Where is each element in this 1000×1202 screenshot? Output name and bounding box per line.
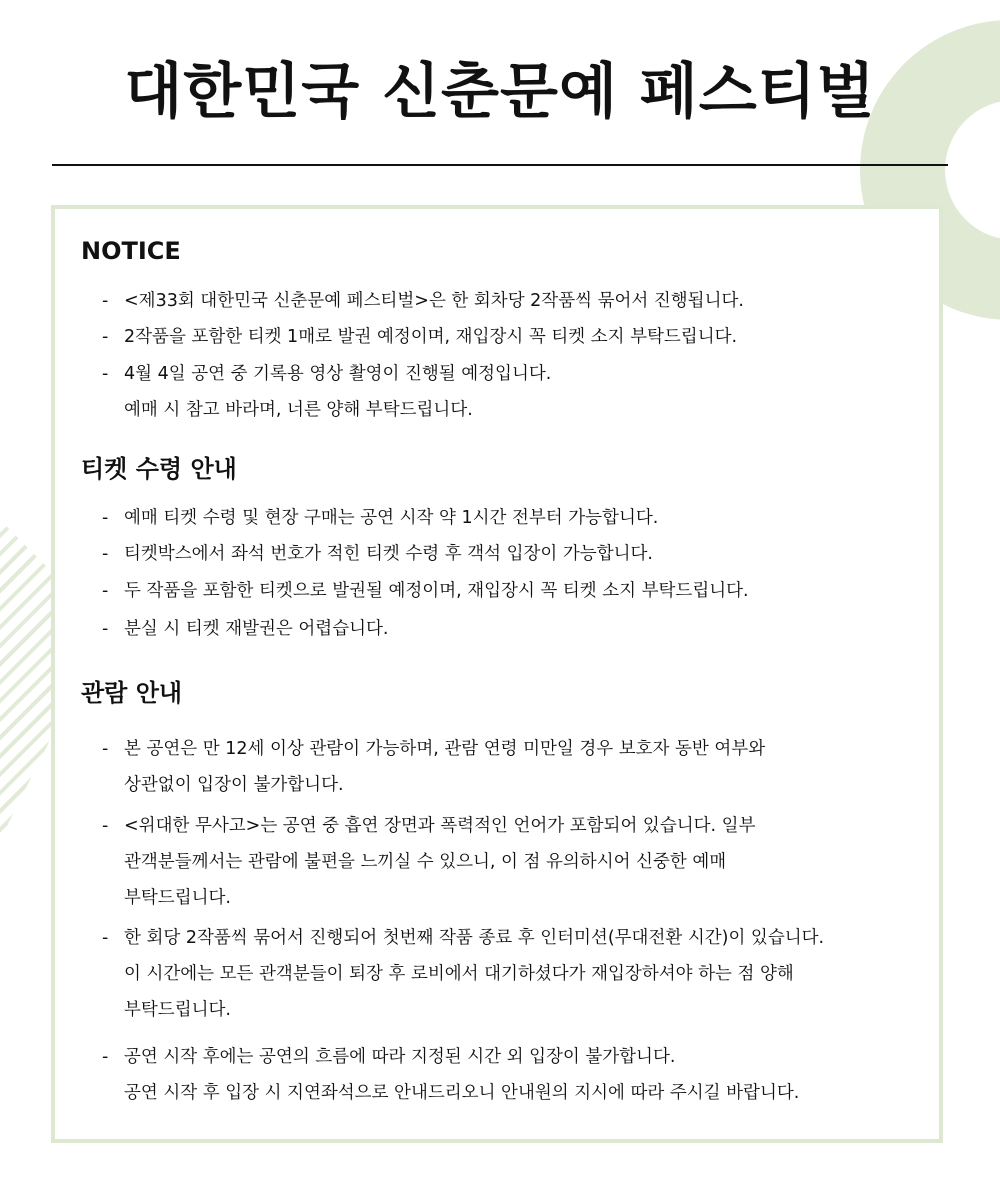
- ticket-item: - 예매 티켓 수령 및 현장 구매는 공연 시작 약 1시간 전부터 가능합니다.: [102, 500, 658, 536]
- viewing-item: - <위대한 무사고>는 공연 중 흡연 장면과 폭력적인 언어가 포함되어 있습니다. 일부 관객분들께서는 관람에 불편을 느끼실 수 있으니, 이 점 유의하시어 신중한 예매 부탁드립니다.: [102, 808, 755, 916]
- ticket-item-line: 두 작품을 포함한 티켓으로 발권될 예정이며, 재입장시 꼭 티켓 소지 부탁드립니다.: [124, 581, 749, 601]
- ticket-item-line: 분실 시 티켓 재발권은 어렵습니다.: [124, 619, 389, 639]
- viewing-item: - 본 공연은 만 12세 이상 관람이 가능하며, 관람 연령 미만일 경우 보호자 동반 여부와 상관없이 입장이 불가합니다.: [102, 731, 765, 803]
- viewing-item: - 공연 시작 후에는 공연의 흐름에 따라 지정된 시간 외 입장이 불가합니다. 공연 시작 후 입장 시 지연좌석으로 안내드리오니 안내원의 지시에 따라 주시길 바랍니다.: [102, 1039, 799, 1111]
- notice-panel: [51, 205, 943, 1143]
- viewing-item-line: 공연 시작 후에는 공연의 흐름에 따라 지정된 시간 외 입장이 불가합니다.: [124, 1047, 676, 1067]
- notice-item-line: 4월 4일 공연 중 기록용 영상 촬영이 진행될 예정입니다.: [124, 364, 552, 384]
- notice-item-line: 예매 시 참고 바라며, 너른 양해 부탁드립니다.: [124, 400, 473, 420]
- viewing-item-line: 이 시간에는 모든 관객분들이 퇴장 후 로비에서 대기하셨다가 재입장하셔야 하는 점 양해: [124, 964, 794, 984]
- viewing-item-line: 본 공연은 만 12세 이상 관람이 가능하며, 관람 연령 미만일 경우 보호자 동반 여부와: [124, 739, 766, 759]
- notice-item-line: <제33회 대한민국 신춘문예 페스티벌>은 한 회차당 2작품씩 묶어서 진행됩니다.: [124, 291, 744, 311]
- viewing-item-line: 관객분들께서는 관람에 불편을 느끼실 수 있으니, 이 점 유의하시어 신중한 예매: [124, 852, 727, 872]
- viewing-item-line: 상관없이 입장이 불가합니다.: [124, 775, 344, 795]
- ticket-heading: 티켓 수령 안내: [81, 455, 237, 483]
- ticket-item-line: 티켓박스에서 좌석 번호가 적힌 티켓 수령 후 객석 입장이 가능합니다.: [124, 544, 653, 564]
- ticket-item-line: 예매 티켓 수령 및 현장 구매는 공연 시작 약 1시간 전부터 가능합니다.: [124, 508, 659, 528]
- viewing-item-line: 부탁드립니다.: [124, 1000, 231, 1020]
- viewing-item-line: 공연 시작 후 입장 시 지연좌석으로 안내드리오니 안내원의 지시에 따라 주시길 바랍니다.: [124, 1083, 800, 1103]
- notice-item: - 2작품을 포함한 티켓 1매로 발권 예정이며, 재입장시 꼭 티켓 소지 부탁드립니다.: [102, 319, 737, 355]
- notice-heading: NOTICE: [81, 237, 181, 265]
- viewing-item: - 한 회당 2작품씩 묶어서 진행되어 첫번째 작품 종료 후 인터미션(무대전환 시간)이 있습니다. 이 시간에는 모든 관객분들이 퇴장 후 로비에서 대기하셨다가 재입장하셔야 하는 점 양해 부탁드립니다.: [102, 920, 824, 1028]
- ticket-item: - 두 작품을 포함한 티켓으로 발권될 예정이며, 재입장시 꼭 티켓 소지 부탁드립니다.: [102, 573, 749, 609]
- notice-item: - <제33회 대한민국 신춘문예 페스티벌>은 한 회차당 2작품씩 묶어서 진행됩니다.: [102, 283, 744, 319]
- notice-item: - 4월 4일 공연 중 기록용 영상 촬영이 진행될 예정입니다. 예매 시 참고 바라며, 너른 양해 부탁드립니다.: [102, 356, 551, 428]
- ticket-item: - 티켓박스에서 좌석 번호가 적힌 티켓 수령 후 객석 입장이 가능합니다.: [102, 536, 653, 572]
- title-divider: [52, 164, 948, 166]
- viewing-item-line: 한 회당 2작품씩 묶어서 진행되어 첫번째 작품 종료 후 인터미션(무대전환 시간)이 있습니다.: [124, 928, 825, 948]
- page-title: 대한민국 신춘문예 페스티벌: [124, 57, 876, 127]
- viewing-item-line: 부탁드립니다.: [124, 888, 231, 908]
- notice-item-line: 2작품을 포함한 티켓 1매로 발권 예정이며, 재입장시 꼭 티켓 소지 부탁드립니다.: [124, 327, 738, 347]
- ticket-item: - 분실 시 티켓 재발권은 어렵습니다.: [102, 611, 388, 647]
- viewing-heading: 관람 안내: [81, 679, 183, 707]
- viewing-item-line: <위대한 무사고>는 공연 중 흡연 장면과 폭력적인 언어가 포함되어 있습니다. 일부: [124, 816, 756, 836]
